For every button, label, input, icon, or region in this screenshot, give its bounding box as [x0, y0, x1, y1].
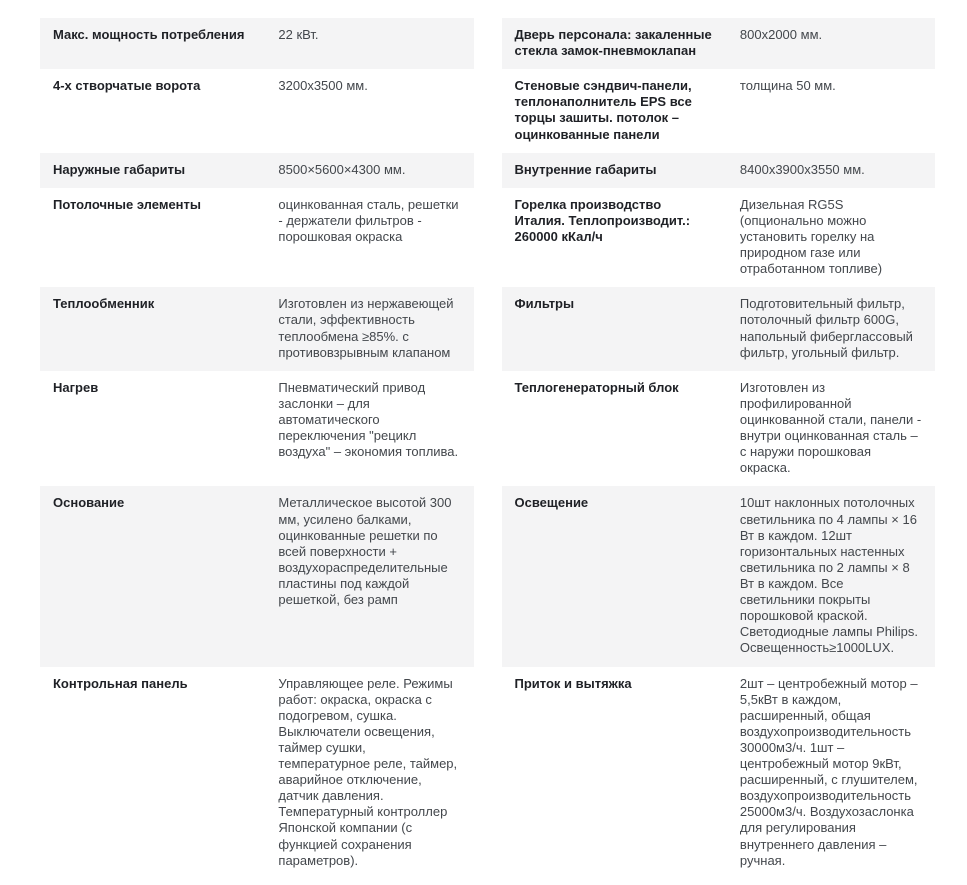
column-gap: [474, 153, 502, 188]
column-gap: [474, 287, 502, 370]
column-gap: [474, 486, 502, 666]
spec-value: оцинкованная сталь, решетки - держатели фильтров - порошковая окраска: [278, 196, 459, 244]
spec-value: 3200x3500 мм.: [278, 78, 368, 94]
spec-value: толщина 50 мм.: [739, 78, 836, 94]
spec-label: Наружные габариты: [53, 161, 186, 177]
spec-label: Освещение: [514, 495, 589, 511]
spec-label: Основание: [53, 495, 125, 511]
spec-label: Дверь персонала: закаленные стекла замок-пневмоклапан: [514, 27, 712, 59]
spec-value: Дизельная RG5S (опционально можно установить горелку на природном газе или отработанном топливе): [739, 196, 883, 277]
spec-pair-right: [502, 667, 936, 879]
spec-pair-left: [40, 188, 474, 288]
column-gap: [474, 188, 502, 288]
spec-label: Макс. мощность потребления: [53, 27, 245, 42]
spec-pair-right: [502, 69, 936, 152]
column-gap: [474, 667, 502, 879]
spec-row: [40, 287, 935, 370]
spec-pair-right: [502, 188, 936, 288]
spec-label: Приток и вытяжка: [514, 675, 632, 691]
spec-pair-right: [502, 18, 936, 69]
spec-label: Внутренние габариты: [514, 161, 657, 177]
spec-pair-left: [40, 153, 474, 188]
column-gap: [474, 18, 502, 69]
spec-value: Подготовительный фильтр, потолочный фильтр 600G, напольный фиберглассовый фильтр, угольный фильтр.: [739, 296, 913, 360]
spec-label: Контрольная панель: [53, 675, 188, 691]
spec-pair-right: [502, 153, 936, 188]
spec-label: 4-х створчатые ворота: [53, 78, 201, 94]
spec-value: Управляющее реле. Режимы работ: окраска, окраска с подогревом, сушка. Выключатели освещения, таймер сушки, температурное реле, таймер, аварийное отключение, датчик давления. Температурный контроллер Японской компании (с функцией сохранения параметров).: [278, 675, 458, 868]
spec-label: Фильтры: [514, 296, 575, 312]
spec-value: 8400х3900х3550 мм.: [739, 161, 865, 177]
spec-value: Изготовлен из профилированной оцинкованной стали, панели - внутри оцинкованная сталь – с наружи порошковая окраска.: [739, 379, 922, 476]
spec-pair-left: [40, 667, 474, 879]
spec-row: [40, 69, 935, 152]
column-gap: [474, 371, 502, 487]
spec-label: Нагрев: [53, 379, 99, 395]
spec-value: Изготовлен из нержавеющей стали, эффективность теплообмена ≥85%. с противовзрывным клапаном: [278, 296, 454, 360]
column-gap: [474, 69, 502, 152]
spec-value: Пневматический привод заслонки – для автоматического переключения "рецикл воздуха" – экономия топлива.: [278, 379, 459, 460]
spec-row: [40, 667, 935, 879]
spec-value: 2шт – центробежный мотор – 5,5кВт в каждом, расширенный, общая воздухопроизводительность 30000м3/ч. 1шт – центробежный мотор 9кВт, расширенный, с глушителем, воздухопроизводительность 25000м3/ч. Воздухозаслонка для регулирования внутреннего давления – ручная.: [739, 675, 918, 868]
spec-label: Стеновые сэндвич-панели, теплонаполнитель EPS все торцы зашиты. потолок – оцинкованные панели: [514, 78, 692, 142]
spec-pair-left: [40, 287, 474, 370]
spec-pair-right: [502, 371, 936, 487]
spec-pair-left: [40, 486, 474, 666]
spec-label: Теплогенераторный блок: [514, 379, 679, 395]
spec-row: [40, 188, 935, 288]
spec-label: Потолочные элементы: [53, 196, 201, 212]
spec-pair-left: [40, 371, 474, 487]
spec-value: Металлическое высотой 300 мм, усилено балками, оцинкованные решетки по всей поверхности + воздухораспределительные пластины под каждой решеткой, без рамп: [278, 495, 452, 608]
spec-value: 10шт наклонных потолочных светильника по 4 лампы × 16 Вт в каждом. 12шт горизонтальных настенных светильника по 2 лампы × 8 Вт в каждом. Все светильники покрыты порошковой краской. Светодиодные лампы Philips. Освещенность≥1000LUX.: [739, 495, 919, 656]
spec-row: [40, 371, 935, 487]
spec-row: [40, 18, 935, 69]
spec-pair-right: [502, 287, 936, 370]
spec-label: Горелка производство Италия. Теплопроизводит.: 260000 кКал/ч: [514, 196, 691, 244]
spec-row: [40, 486, 935, 666]
spec-pair-left: [40, 18, 474, 69]
spec-value: 800х2000 мм.: [739, 27, 823, 42]
spec-pair-left: [40, 69, 474, 152]
spec-row: [40, 153, 935, 188]
spec-value: 8500×5600×4300 мм.: [278, 161, 406, 177]
spec-value: 22 кВт.: [278, 27, 319, 42]
spec-pair-right: [502, 486, 936, 666]
spec-label: Теплообменник: [53, 296, 155, 312]
